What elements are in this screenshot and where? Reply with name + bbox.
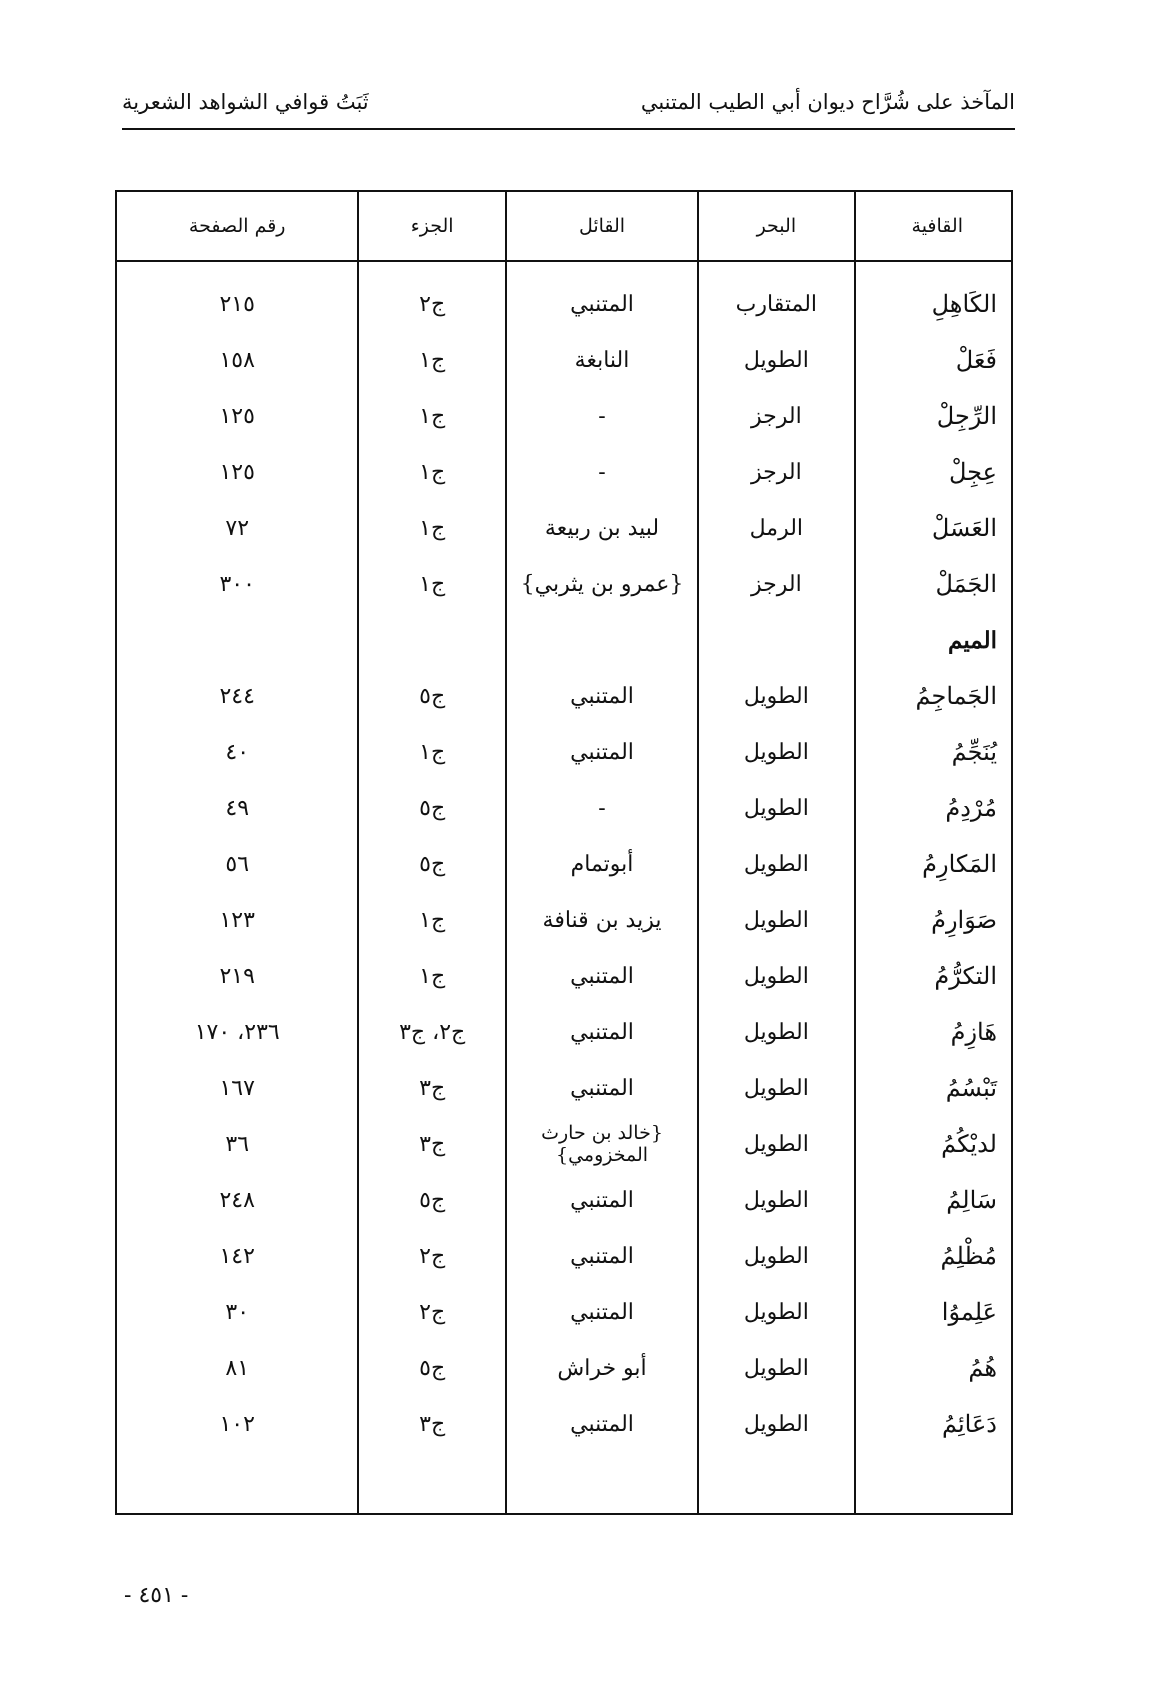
poet-cell: المتنبي bbox=[506, 1396, 698, 1452]
page-cell: ٨١ bbox=[225, 1355, 250, 1381]
table-row bbox=[117, 836, 1011, 892]
poet-cell: يزيد بن قنافة bbox=[506, 892, 698, 948]
meter-cell: المتقارب bbox=[698, 276, 854, 332]
poet-cell: أبوتمام bbox=[506, 836, 698, 892]
page-cell: ١٢٥ bbox=[219, 403, 255, 429]
rhyme-cell: عِجِلْ bbox=[855, 444, 1011, 500]
meter-cell: الرجز bbox=[698, 556, 854, 612]
rhyme-cell: هَازِمُ bbox=[855, 1004, 1011, 1060]
meter-cell: الطويل bbox=[698, 668, 854, 724]
page-cell: ٢٤٨ bbox=[219, 1187, 255, 1213]
part-cell: ج٣ bbox=[358, 1116, 506, 1172]
meter-cell: الطويل bbox=[698, 1060, 854, 1116]
poet-cell: أبو خراش bbox=[506, 1340, 698, 1396]
page-cell: ٧٢ bbox=[225, 515, 250, 541]
poet-cell: المتنبي bbox=[506, 1172, 698, 1228]
running-header bbox=[122, 82, 1015, 130]
part-cell: ج٣ bbox=[358, 1396, 506, 1452]
meter-cell: الطويل bbox=[698, 892, 854, 948]
poet-cell: - bbox=[506, 388, 698, 444]
meter-cell: الرجز bbox=[698, 388, 854, 444]
page-cell: ١٤٢ bbox=[219, 1243, 255, 1269]
section-heading-row bbox=[117, 612, 1011, 668]
page-cell: ٣٠ bbox=[225, 1299, 250, 1325]
column-header-meter: البحر bbox=[698, 192, 854, 261]
poet-cell: المتنبي bbox=[506, 948, 698, 1004]
meter-cell: الطويل bbox=[698, 1172, 854, 1228]
part-cell: ج١ bbox=[358, 892, 506, 948]
rhyme-index-table bbox=[115, 190, 1013, 1515]
table-header-row bbox=[117, 192, 1011, 261]
rhyme-cell: صَوَارِمُ bbox=[855, 892, 1011, 948]
table-row bbox=[117, 1340, 1011, 1396]
section-heading-mim: الميم bbox=[855, 612, 1011, 668]
meter-cell: الطويل bbox=[698, 1228, 854, 1284]
page-cell: ١٢٥ bbox=[219, 459, 255, 485]
part-cell: ج٣ bbox=[358, 1060, 506, 1116]
rhyme-cell: الجَمَلْ bbox=[855, 556, 1011, 612]
page-cell: ٣٠٠ bbox=[219, 571, 255, 597]
rhyme-cell: فَعَلْ bbox=[855, 332, 1011, 388]
rhyme-cell: تَبْسُمُ bbox=[855, 1060, 1011, 1116]
rhyme-cell: سَالِمُ bbox=[855, 1172, 1011, 1228]
table-row bbox=[117, 1172, 1011, 1228]
page-cell: ١٠٢ bbox=[219, 1411, 255, 1437]
column-header-poet: القائل bbox=[506, 192, 698, 261]
part-cell: ج٥ bbox=[358, 1340, 506, 1396]
table-row bbox=[117, 1060, 1011, 1116]
poet-cell: المتنبي bbox=[506, 1060, 698, 1116]
poet-cell: النابغة bbox=[506, 332, 698, 388]
page-cell: ١٢٣ bbox=[219, 907, 255, 933]
poet-cell: لبيد بن ربيعة bbox=[506, 500, 698, 556]
meter-cell: الرمل bbox=[698, 500, 854, 556]
table-row bbox=[117, 276, 1011, 332]
meter-cell: الطويل bbox=[698, 1284, 854, 1340]
poet-cell: المتنبي bbox=[506, 276, 698, 332]
column-header-rhyme: القافية bbox=[855, 192, 1011, 261]
table-row bbox=[117, 948, 1011, 1004]
table-row bbox=[117, 1284, 1011, 1340]
page-cell: ٤٠ bbox=[225, 739, 250, 765]
table-row bbox=[117, 444, 1011, 500]
page-cell: ١٦٧ bbox=[219, 1075, 255, 1101]
page-number: - ٤٥١ - bbox=[124, 1583, 189, 1608]
poet-cell: المتنبي bbox=[506, 1004, 698, 1060]
part-cell: ج٢ bbox=[358, 276, 506, 332]
page-cell: ٤٩ bbox=[225, 795, 250, 821]
table-row bbox=[117, 556, 1011, 612]
rhyme-cell: دَعَائِمُ bbox=[855, 1396, 1011, 1452]
page-cell: ٢١٥ bbox=[219, 291, 255, 317]
poet-cell: المتنبي bbox=[506, 1228, 698, 1284]
rhyme-cell: مُظْلِمُ bbox=[855, 1228, 1011, 1284]
part-cell: ج٢ bbox=[358, 1228, 506, 1284]
poet-cell: - bbox=[506, 780, 698, 836]
meter-cell: الطويل bbox=[698, 1396, 854, 1452]
part-cell: ج١ bbox=[358, 556, 506, 612]
table-row bbox=[117, 892, 1011, 948]
column-header-part: الجزء bbox=[358, 192, 506, 261]
rhyme-cell: لديْكُمُ bbox=[855, 1116, 1011, 1172]
meter-cell: الطويل bbox=[698, 1116, 854, 1172]
table-row bbox=[117, 724, 1011, 780]
part-cell: ج١ bbox=[358, 500, 506, 556]
page-cell: ٢٣٦، ١٧٠ bbox=[194, 1019, 280, 1045]
rhyme-cell: عَلِموُا bbox=[855, 1284, 1011, 1340]
rhyme-cell: الرِّجِلْ bbox=[855, 388, 1011, 444]
column-header-page: رقم الصفحة bbox=[117, 192, 358, 261]
meter-cell: الطويل bbox=[698, 332, 854, 388]
poet-cell: المتنبي bbox=[506, 724, 698, 780]
poet-cell: {خالد بن حارث المخزومي} bbox=[506, 1116, 698, 1172]
table-row bbox=[117, 1228, 1011, 1284]
rhyme-cell: يُنَجِّمُ bbox=[855, 724, 1011, 780]
rhyme-cell: التكرُّمُ bbox=[855, 948, 1011, 1004]
meter-cell: الطويل bbox=[698, 780, 854, 836]
poet-cell: {عمرو بن يثربي} bbox=[506, 556, 698, 612]
rhyme-cell: العَسَلْ bbox=[855, 500, 1011, 556]
part-cell: ج٥ bbox=[358, 668, 506, 724]
page-cell: ٥٦ bbox=[225, 851, 250, 877]
table-row bbox=[117, 332, 1011, 388]
rhyme-cell: الجَماجِمُ bbox=[855, 668, 1011, 724]
part-cell: ج١ bbox=[358, 724, 506, 780]
page-cell: ٢١٩ bbox=[219, 963, 255, 989]
part-cell: ج١ bbox=[358, 332, 506, 388]
table-row bbox=[117, 500, 1011, 556]
part-cell: ج٥ bbox=[358, 780, 506, 836]
part-cell: ج٥ bbox=[358, 1172, 506, 1228]
meter-cell: الطويل bbox=[698, 1004, 854, 1060]
table-row bbox=[117, 780, 1011, 836]
poet-cell: - bbox=[506, 444, 698, 500]
poet-cell: المتنبي bbox=[506, 1284, 698, 1340]
table-row bbox=[117, 1116, 1011, 1172]
part-cell: ج١ bbox=[358, 388, 506, 444]
meter-cell: الطويل bbox=[698, 724, 854, 780]
table-row bbox=[117, 1396, 1011, 1452]
rhyme-cell: مُرْدِمُ bbox=[855, 780, 1011, 836]
meter-cell: الطويل bbox=[698, 1340, 854, 1396]
spacer-row bbox=[117, 261, 1011, 276]
meter-cell: الطويل bbox=[698, 836, 854, 892]
section-title: ثَبَتُ قوافي الشواهد الشعرية bbox=[122, 90, 369, 114]
meter-cell: الطويل bbox=[698, 948, 854, 1004]
poet-cell: المتنبي bbox=[506, 668, 698, 724]
part-cell: ج٥ bbox=[358, 836, 506, 892]
part-cell: ج٢، ج٣ bbox=[358, 1004, 506, 1060]
spacer-row bbox=[117, 1452, 1011, 1513]
rhyme-cell: المَكارِمُ bbox=[855, 836, 1011, 892]
book-title: المآخذ على شُرَّاح ديوان أبي الطيب المتنبي bbox=[640, 90, 1015, 114]
meter-cell: الرجز bbox=[698, 444, 854, 500]
page-cell: ١٥٨ bbox=[219, 347, 255, 373]
part-cell: ج١ bbox=[358, 948, 506, 1004]
part-cell: ج٢ bbox=[358, 1284, 506, 1340]
page-cell: ٢٤٤ bbox=[219, 683, 255, 709]
page-cell: ٣٦ bbox=[225, 1131, 250, 1157]
table-row bbox=[117, 388, 1011, 444]
rhyme-cell: الكَاهِلِ bbox=[855, 276, 1011, 332]
table-row bbox=[117, 668, 1011, 724]
part-cell: ج١ bbox=[358, 444, 506, 500]
table-row bbox=[117, 1004, 1011, 1060]
rhyme-cell: هُمُ bbox=[855, 1340, 1011, 1396]
